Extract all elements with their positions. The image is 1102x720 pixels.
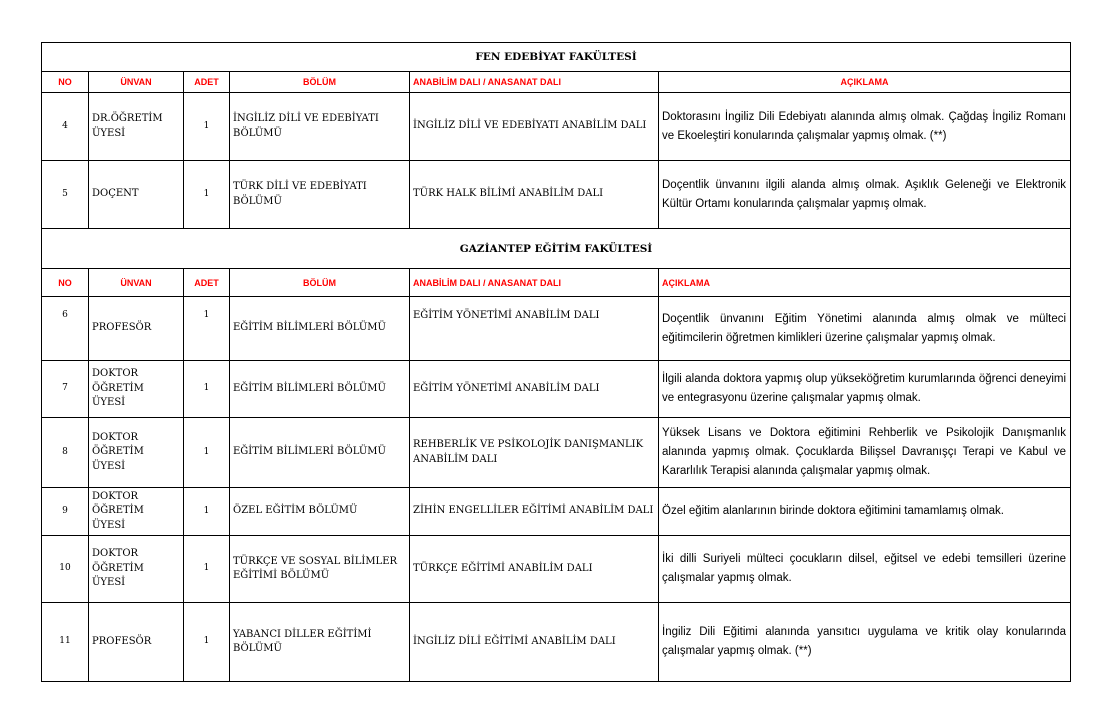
row-anabilim: İNGİLİZ DİLİ VE EDEBİYATI ANABİLİM DALI: [410, 93, 659, 161]
row-adet: 1: [184, 93, 230, 161]
header-unvan: ÜNVAN: [89, 72, 184, 93]
faculty-title-row: [42, 43, 1071, 72]
row-unvan: DOKTOR ÖĞRETİM ÜYESİ: [89, 418, 184, 488]
row-no: 9: [42, 488, 89, 536]
faculty-title: FEN EDEBİYAT FAKÜLTESİ: [42, 43, 1071, 72]
row-adet: 1: [184, 297, 230, 361]
faculty-title: GAZİANTEP EĞİTİM FAKÜLTESİ: [42, 229, 1071, 269]
table-row: [42, 536, 1071, 603]
row-bolum: İNGİLİZ DİLİ VE EDEBİYATI BÖLÜMÜ: [230, 93, 410, 161]
row-unvan: DOÇENT: [89, 161, 184, 229]
positions-table: [41, 42, 1071, 682]
header-bolum: BÖLÜM: [230, 72, 410, 93]
row-no: 7: [42, 361, 89, 418]
table-row: [42, 297, 1071, 361]
row-anabilim: REHBERLİK VE PSİKOLOJİK DANIŞMANLIK ANABİLİM DALI: [410, 418, 659, 488]
row-unvan: PROFESÖR: [89, 297, 184, 361]
header-bolum: BÖLÜM: [230, 269, 410, 297]
row-unvan: DOKTOR ÖĞRETİM ÜYESİ: [89, 488, 184, 536]
row-adet: 1: [184, 361, 230, 418]
row-adet: 1: [184, 603, 230, 682]
row-no: 6: [42, 297, 89, 361]
row-adet: 1: [184, 418, 230, 488]
row-unvan: DR.ÖĞRETİM ÜYESİ: [89, 93, 184, 161]
row-no: 8: [42, 418, 89, 488]
row-anabilim: İNGİLİZ DİLİ EĞİTİMİ ANABİLİM DALI: [410, 603, 659, 682]
table-row: [42, 361, 1071, 418]
header-aciklama: AÇIKLAMA: [659, 269, 1071, 297]
table-row: [42, 161, 1071, 229]
header-aciklama: AÇIKLAMA: [659, 72, 1071, 93]
row-aciklama: Doçentlik ünvanını Eğitim Yönetimi alanında almış olmak ve mülteci eğitimcilerin öğretmen kimlikleri üzerine çalışmalar yapmış olmak.: [659, 297, 1071, 361]
row-bolum: TÜRK DİLİ VE EDEBİYATI BÖLÜMÜ: [230, 161, 410, 229]
table-row: [42, 418, 1071, 488]
row-aciklama: Yüksek Lisans ve Doktora eğitimini Rehberlik ve Psikolojik Danışmanlık alanında yapmış olmak. Çocuklarda Bilişsel Davranışçı Terapi ve Kabul ve Kararlılık Terapisi alanında çalışmalar yapmış olmak.: [659, 418, 1071, 488]
row-aciklama: Doçentlik ünvanını ilgili alanda almış olmak. Aşıklık Geleneği ve Elektronik Kültür Ortamı konularında çalışmalar yapmış olmak.: [659, 161, 1071, 229]
header-no: NO: [42, 269, 89, 297]
row-bolum: EĞİTİM BİLİMLERİ BÖLÜMÜ: [230, 297, 410, 361]
row-aciklama: İlgili alanda doktora yapmış olup yükseköğretim kurumlarında öğrenci deneyimi ve entegrasyonu üzerine çalışmalar yapmış olmak.: [659, 361, 1071, 418]
row-no: 11: [42, 603, 89, 682]
row-aciklama: İngiliz Dili Eğitimi alanında yansıtıcı uygulama ve kritik olay konularında çalışmalar yapmış olmak. (**): [659, 603, 1071, 682]
row-bolum: ÖZEL EĞİTİM BÖLÜMÜ: [230, 488, 410, 536]
header-anabilim: ANABİLİM DALI / ANASANAT DALI: [410, 269, 659, 297]
row-adet: 1: [184, 488, 230, 536]
header-anabilim: ANABİLİM DALI / ANASANAT DALI: [410, 72, 659, 93]
row-unvan: PROFESÖR: [89, 603, 184, 682]
row-anabilim: EĞİTİM YÖNETİMİ ANABİLİM DALI: [410, 361, 659, 418]
row-aciklama: İki dilli Suriyeli mülteci çocukların dilsel, eğitsel ve edebi temsilleri üzerine çalışmalar yapmış olmak.: [659, 536, 1071, 603]
row-unvan: DOKTOR ÖĞRETİM ÜYESİ: [89, 361, 184, 418]
row-adet: 1: [184, 536, 230, 603]
column-header-row: [42, 72, 1071, 93]
table-row: [42, 488, 1071, 536]
row-aciklama: Özel eğitim alanlarının birinde doktora eğitimini tamamlamış olmak.: [659, 488, 1071, 536]
row-no: 10: [42, 536, 89, 603]
row-anabilim: ZİHİN ENGELLİLER EĞİTİMİ ANABİLİM DALI: [410, 488, 659, 536]
row-adet: 1: [184, 161, 230, 229]
row-bolum: EĞİTİM BİLİMLERİ BÖLÜMÜ: [230, 361, 410, 418]
row-unvan: DOKTOR ÖĞRETİM ÜYESİ: [89, 536, 184, 603]
header-adet: ADET: [184, 72, 230, 93]
row-anabilim: EĞİTİM YÖNETİMİ ANABİLİM DALI: [410, 297, 659, 361]
row-no: 5: [42, 161, 89, 229]
table-row: [42, 93, 1071, 161]
faculty-title-row: [42, 229, 1071, 269]
header-adet: ADET: [184, 269, 230, 297]
column-header-row: [42, 269, 1071, 297]
row-bolum: EĞİTİM BİLİMLERİ BÖLÜMÜ: [230, 418, 410, 488]
row-anabilim: TÜRK HALK BİLİMİ ANABİLİM DALI: [410, 161, 659, 229]
row-bolum: YABANCI DİLLER EĞİTİMİ BÖLÜMÜ: [230, 603, 410, 682]
table-row: [42, 603, 1071, 682]
header-no: NO: [42, 72, 89, 93]
row-anabilim: TÜRKÇE EĞİTİMİ ANABİLİM DALI: [410, 536, 659, 603]
row-bolum: TÜRKÇE VE SOSYAL BİLİMLER EĞİTİMİ BÖLÜMÜ: [230, 536, 410, 603]
header-unvan: ÜNVAN: [89, 269, 184, 297]
row-no: 4: [42, 93, 89, 161]
row-aciklama: Doktorasını İngiliz Dili Edebiyatı alanında almış olmak. Çağdaş İngiliz Romanı ve Ekoeleştiri konularında çalışmalar yapmış olmak. (**): [659, 93, 1071, 161]
